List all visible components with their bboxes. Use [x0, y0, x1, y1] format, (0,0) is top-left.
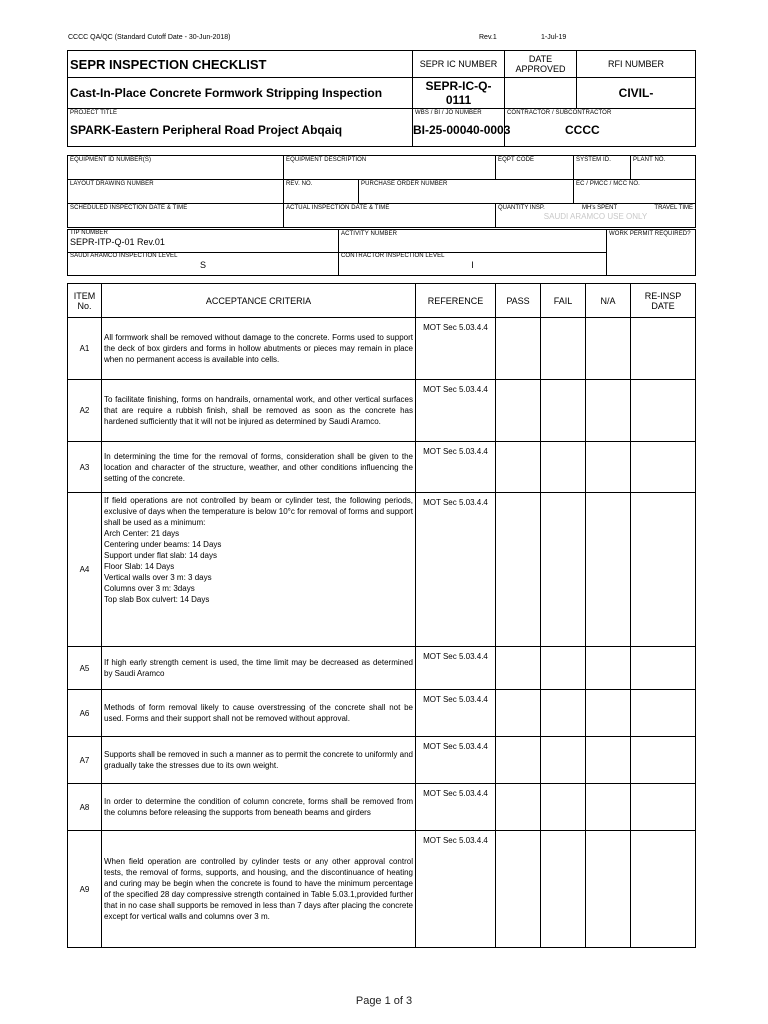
curing-period-line: Columns over 3 m: 3days [104, 584, 195, 593]
na-checkbox-cell[interactable] [586, 647, 631, 690]
table-row [68, 442, 696, 493]
col-pass: PASS [496, 284, 541, 318]
travel-time-label: TRAVEL TIME [654, 205, 693, 211]
reinsp-date-cell[interactable] [631, 831, 696, 948]
item-number: A8 [68, 784, 102, 831]
criteria-text [102, 831, 416, 948]
col-reference: REFERENCE [416, 284, 496, 318]
pass-checkbox-cell[interactable] [496, 380, 541, 442]
criteria-paragraph: When field operation are controlled by cylinder tests or any other approval control tests, the removal of forms, supports, and housing, and the discontinuance of heating and curing may be begin when the concrete is found to have the minimum percentage of the specified 28 day compressive strength contained in Table 5.03.1,provided further that in no case shall supports be removed in less than 7 days after placing the concrete except for vertical walls and columns over 3 m. [104, 857, 413, 921]
fail-checkbox-cell[interactable] [541, 493, 586, 647]
pass-checkbox-cell[interactable] [496, 442, 541, 493]
fail-checkbox-cell[interactable] [541, 442, 586, 493]
criteria-text [102, 784, 416, 831]
contractor-name: CCCC [565, 123, 600, 137]
reference-cell: MOT Sec 5.03.4.4 [416, 380, 496, 442]
checklist-title: SEPR INSPECTION CHECKLIST [68, 51, 413, 78]
wbs-label: WBS / BI / JO NUMBER [415, 110, 482, 116]
plant-no-label: PLANT NO. [633, 157, 666, 163]
reference-cell: MOT Sec 5.03.4.4 [416, 493, 496, 647]
reinsp-date-cell[interactable] [631, 318, 696, 380]
acceptance-criteria-table [67, 283, 696, 948]
item-number: A4 [68, 493, 102, 647]
col-reinsp-date: RE-INSP DATE [631, 284, 696, 318]
pass-checkbox-cell[interactable] [496, 493, 541, 647]
aramco-level-label: SAUDI ARAMCO INSPECTION LEVEL [70, 253, 178, 259]
equipment-id-label: EQUIPMENT ID NUMBER(S) [70, 157, 152, 163]
reinsp-date-cell[interactable] [631, 647, 696, 690]
reference-cell: MOT Sec 5.03.4.4 [416, 831, 496, 948]
contractor-level-label: CONTRACTOR INSPECTION LEVEL [341, 253, 445, 259]
col-acceptance-criteria: ACCEPTANCE CRITERIA [102, 284, 416, 318]
na-checkbox-cell[interactable] [586, 493, 631, 647]
item-number: A6 [68, 690, 102, 737]
criteria-paragraph: All formwork shall be removed without damage to the concrete. Forms used to support the deck of box girders and forms in hollow abutments or pieces may remain in place when no permanent access is available into cells. [104, 333, 413, 364]
reinsp-date-cell[interactable] [631, 690, 696, 737]
sepr-ic-label: SEPR IC NUMBER [413, 51, 505, 78]
table-row [68, 318, 696, 380]
system-id-label: SYSTEM ID. [576, 157, 612, 163]
na-checkbox-cell[interactable] [586, 737, 631, 784]
curing-period-line: Top slab Box culvert: 14 Days [104, 595, 210, 604]
revision-text: Rev.1 [479, 34, 497, 41]
wbs-number: BI-25-00040-0003 [413, 123, 511, 137]
na-checkbox-cell[interactable] [586, 690, 631, 737]
item-number: A9 [68, 831, 102, 948]
reference-cell: MOT Sec 5.03.4.4 [416, 737, 496, 784]
criteria-paragraph: To facilitate finishing, forms on handrails, ornamental work, and other vertical surfaces that are require a rubbish finish, shall be removed as soon as the concrete has hardened sufficiently that it will not be injured as determined by Saudi Aramco. [104, 395, 413, 426]
table-row [68, 737, 696, 784]
curing-period-line: Vertical walls over 3 m: 3 days [104, 573, 212, 582]
item-number: A5 [68, 647, 102, 690]
reference-cell: MOT Sec 5.03.4.4 [416, 784, 496, 831]
fail-checkbox-cell[interactable] [541, 784, 586, 831]
table-row [68, 380, 696, 442]
rev-no-label: REV. NO. [286, 181, 313, 187]
work-permit-label: WORK PERMIT REQUIRED? [609, 231, 691, 237]
mhs-spent-label: MH's SPENT [582, 205, 618, 211]
layout-drawing-label: LAYOUT DRAWING NUMBER [70, 181, 154, 187]
curing-period-line: Arch Center: 21 days [104, 529, 180, 538]
reinsp-date-cell[interactable] [631, 442, 696, 493]
reinsp-date-cell[interactable] [631, 493, 696, 647]
reference-cell: MOT Sec 5.03.4.4 [416, 442, 496, 493]
standard-cutoff-text: CCCC QA/QC (Standard Cutoff Date - 30-Jun-2018) [68, 34, 231, 41]
date-approved-value [505, 78, 577, 109]
reference-cell: MOT Sec 5.03.4.4 [416, 690, 496, 737]
pass-checkbox-cell[interactable] [496, 690, 541, 737]
contractor-level-value: I [471, 260, 474, 270]
na-checkbox-cell[interactable] [586, 318, 631, 380]
item-number: A2 [68, 380, 102, 442]
inspection-level-grid [67, 229, 696, 276]
pass-checkbox-cell[interactable] [496, 784, 541, 831]
criteria-text [102, 690, 416, 737]
col-item-no: ITEM No. [68, 284, 102, 318]
date-approved-label: DATE APPROVED [505, 51, 577, 78]
col-fail: FAIL [541, 284, 586, 318]
tip-number-label: TIP NUMBER [70, 230, 108, 236]
ec-pmcc-label: EC / PMCC / MCC NO. [576, 181, 640, 187]
fail-checkbox-cell[interactable] [541, 647, 586, 690]
criteria-text [102, 737, 416, 784]
criteria-paragraph: Methods of form removal likely to cause overstressing of the concrete shall not be used. Forms and their support shall not be removed without approval. [104, 703, 413, 723]
criteria-text [102, 647, 416, 690]
project-title-label: PROJECT TITLE [70, 110, 118, 116]
reinsp-date-cell[interactable] [631, 380, 696, 442]
table-row [68, 493, 696, 647]
criteria-paragraph: If field operations are not controlled by beam or cylinder test, the following periods, exclusive of days when the temperature is below 10°c for removal of forms and support shall be used as a minimum: [104, 496, 413, 527]
table-row [68, 647, 696, 690]
fail-checkbox-cell[interactable] [541, 831, 586, 948]
reinsp-date-cell[interactable] [631, 737, 696, 784]
actual-date-label: ACTUAL INSPECTION DATE & TIME [286, 205, 390, 211]
contractor-label: CONTRACTOR / SUBCONTRACTOR [507, 110, 612, 116]
na-checkbox-cell[interactable] [586, 380, 631, 442]
fail-checkbox-cell[interactable] [541, 318, 586, 380]
criteria-paragraph: If high early strength cement is used, the time limit may be decreased as determined by Saudi Aramco [104, 658, 413, 678]
item-number: A7 [68, 737, 102, 784]
criteria-text [102, 380, 416, 442]
aramco-level-value: S [199, 260, 206, 270]
equipment-info-grid [67, 155, 696, 228]
checklist-header [67, 50, 696, 147]
rfi-number-label: RFI NUMBER [577, 51, 696, 78]
quantity-insp-label: QUANTITY INSP. [498, 205, 545, 211]
eqpt-code-label: EQPT CODE [498, 157, 535, 163]
pass-checkbox-cell[interactable] [496, 647, 541, 690]
reference-cell: MOT Sec 5.03.4.4 [416, 318, 496, 380]
purchase-order-label: PURCHASE ORDER NUMBER [361, 181, 448, 187]
criteria-paragraph: Supports shall be removed in such a manner as to permit the concrete to uniformly and gradually take the stresses due to its own weight. [104, 750, 413, 770]
criteria-paragraph: In order to determine the condition of column concrete, forms shall be removed from the columns before releasing the supports from beneath beams and girders [104, 797, 413, 817]
fail-checkbox-cell[interactable] [541, 690, 586, 737]
criteria-text [102, 442, 416, 493]
fail-checkbox-cell[interactable] [541, 737, 586, 784]
pass-checkbox-cell[interactable] [496, 318, 541, 380]
item-number: A3 [68, 442, 102, 493]
table-row [68, 831, 696, 948]
criteria-text [102, 493, 416, 647]
rfi-number-value: CIVIL- [577, 78, 696, 109]
curing-period-line: Floor Slab: 14 Days [104, 562, 175, 571]
pass-checkbox-cell[interactable] [496, 737, 541, 784]
curing-period-line: Support under flat slab: 14 days [104, 551, 217, 560]
na-checkbox-cell[interactable] [586, 831, 631, 948]
table-row [68, 784, 696, 831]
reference-cell: MOT Sec 5.03.4.4 [416, 647, 496, 690]
table-row [68, 690, 696, 737]
criteria-paragraph: In determining the time for the removal of forms, consideration shall be given to the location and character of the structure, weather, and other conditions influencing the setting of the concrete. [104, 451, 413, 483]
na-checkbox-cell[interactable] [586, 442, 631, 493]
reinsp-date-cell[interactable] [631, 784, 696, 831]
pass-checkbox-cell[interactable] [496, 831, 541, 948]
sepr-ic-number: SEPR-IC-Q-0111 [413, 78, 505, 109]
project-title: SPARK-Eastern Peripheral Road Project Abqaiq [70, 123, 343, 137]
col-na: N/A [586, 284, 631, 318]
checklist-subtitle: Cast-In-Place Concrete Formwork Stripping Inspection [68, 78, 413, 109]
activity-number-label: ACTIVITY NUMBER [341, 231, 398, 237]
page-number: Page 1 of 3 [355, 995, 413, 1007]
document-control-line [68, 34, 695, 46]
criteria-text [102, 318, 416, 380]
scheduled-date-label: SCHEDULED INSPECTION DATE & TIME [70, 205, 188, 211]
tip-number-value: SEPR-ITP-Q-01 Rev.01 [70, 237, 165, 247]
fail-checkbox-cell[interactable] [541, 380, 586, 442]
na-checkbox-cell[interactable] [586, 784, 631, 831]
equipment-description-label: EQUIPMENT DESCRIPTION [286, 157, 367, 163]
item-number: A1 [68, 318, 102, 380]
revision-date-text: 1-Jul-19 [541, 34, 567, 41]
curing-period-line: Centering under beams: 14 Days [104, 540, 222, 549]
aramco-use-only-watermark: SAUDI ARAMCO USE ONLY [543, 212, 648, 221]
